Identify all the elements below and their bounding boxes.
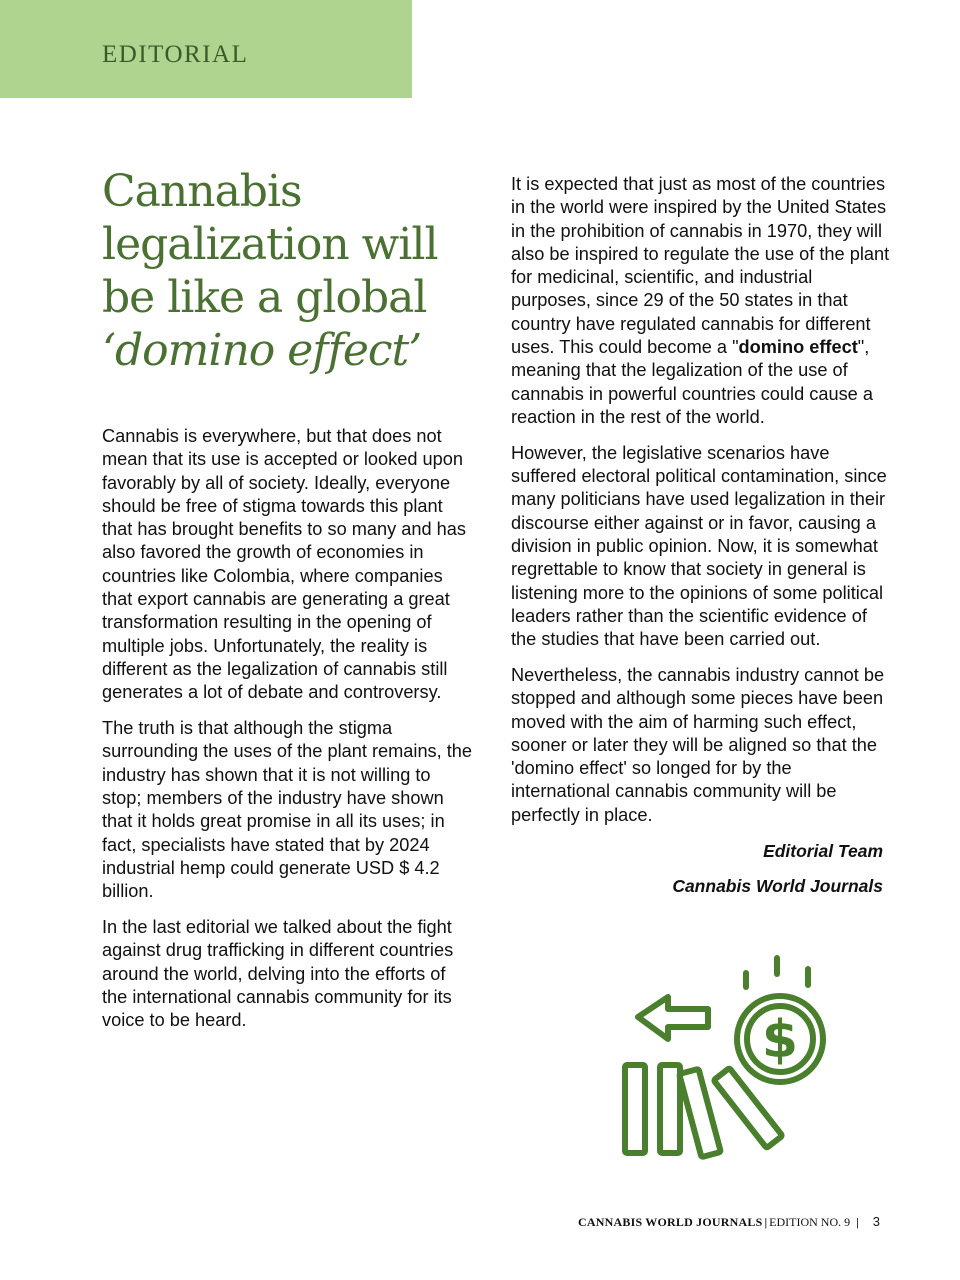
left-column	[102, 425, 474, 1045]
dollar-domino-icon	[610, 955, 835, 1165]
article-headline	[102, 165, 482, 377]
footer-publication: CANNABIS WORLD JOURNALS	[578, 1215, 763, 1229]
domino-effect-emphasis: domino effect	[738, 337, 858, 358]
right-paragraph-2: However, the legislative scenarios have suffered electoral political contamination, since many politicians have used legalization in their discourse either against or in favor, causing a division in public opinion. Now, it is somewhat regrettable to know that society in general is listening more to the opinions of some political leaders rather than the scientific evidence of the studies that have been carried out.	[511, 442, 887, 650]
signature-publication: Cannabis World Journals	[672, 876, 883, 897]
right-paragraph-1	[511, 173, 893, 429]
right-paragraph-1-end: ", meaning that the legalization of the use of cannabis in powerful countries could cause a reaction in the rest of the world.	[511, 337, 873, 427]
section-label: EDITORIAL	[102, 41, 249, 68]
footer-separator-2: |	[856, 1215, 859, 1229]
right-paragraph-1-start: It is expected that just as most of the countries in the world were inspired by the United States in the prohibition of cannabis in 1970, they will also be inspired to regulate the use of the plant for medicinal, scientific, and industrial purposes, since 29 of the 50 states in that country have regulated cannabis for different uses. This could become a "	[511, 174, 890, 358]
svg-text:$: $	[761, 1010, 799, 1070]
headline-line-2: legalization will	[102, 219, 438, 270]
right-paragraph-3: Nevertheless, the cannabis industry cannot be stopped and although some pieces have been moved with the aim of harming such effect, sooner or later they will be aligned so that the 'domino effect' so longed for by the international cannabis community will be perfectly in place.	[511, 664, 885, 825]
headline-line-3: be like a global	[102, 272, 427, 323]
page-number: 3	[872, 1214, 880, 1229]
section-tab	[0, 0, 412, 98]
footer-edition: EDITION NO. 9	[769, 1215, 851, 1229]
footer-separator: |	[764, 1215, 768, 1229]
left-paragraph-3: In the last editorial we talked about the fight against drug trafficking in different countries around the world, delving into the efforts of the international cannabis community for its voice to be heard.	[102, 916, 454, 1031]
left-paragraph-1: Cannabis is everywhere, but that does not mean that its use is accepted or looked upon favorably by all of society. Ideally, everyone should be free of stigma towards this plant that has brought benefits to so many and has also favored the growth of economies in countries like Colombia, where companies that export cannabis are generating a great transformation resulting in the opening of multiple jobs. Unfortunately, the reality is different as the legalization of cannabis still generates a lot of debate and controversy.	[102, 426, 466, 703]
right-column	[511, 173, 893, 911]
headline-line-1: Cannabis	[102, 166, 302, 217]
signature-team: Editorial Team	[763, 840, 883, 861]
headline-italic-line: ‘domino effect’	[102, 325, 422, 376]
left-paragraph-2: The truth is that although the stigma surrounding the uses of the plant remains, the industry has shown that it is not willing to stop; members of the industry have shown that it holds great promise in all its uses; in fact, specialists have stated that by 2024 industrial hemp could generate USD $ 4.2 billion.	[102, 718, 473, 902]
page-footer	[578, 1214, 880, 1230]
